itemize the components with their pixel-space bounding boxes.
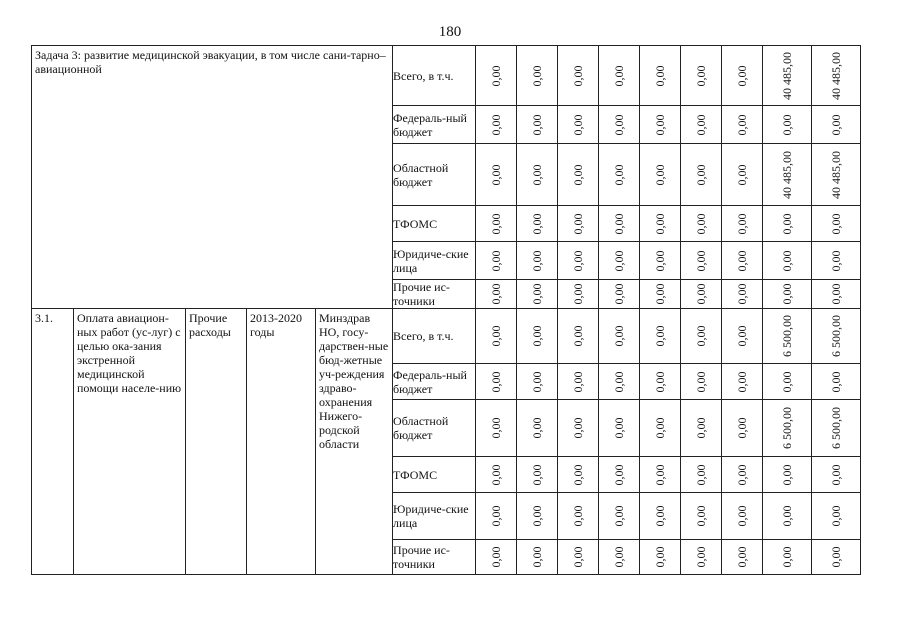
expense-type-cell (186, 309, 247, 575)
value-cell (681, 144, 722, 206)
value-cell (599, 206, 640, 242)
budget-table (31, 45, 861, 575)
value-text: 0,00 (571, 164, 586, 185)
value-cell (722, 206, 763, 242)
value-cell (640, 206, 681, 242)
value-text: 0,00 (694, 250, 709, 271)
value-cell (763, 206, 812, 242)
row-number-cell (32, 309, 74, 575)
value-cell (722, 106, 763, 144)
source-label: Прочие ис-точники (393, 540, 476, 575)
executor-cell (316, 309, 393, 575)
value-text: 0,00 (653, 65, 668, 86)
value-text: 0,00 (612, 114, 627, 135)
value-text: 0,00 (829, 283, 844, 305)
row31-total (32, 309, 861, 364)
value-cell (763, 46, 812, 106)
value-cell (599, 144, 640, 206)
value-text: 0,00 (489, 65, 504, 86)
value-cell (599, 46, 640, 106)
value-text: 0,00 (780, 283, 795, 305)
value-text: 0,00 (653, 250, 668, 271)
value-cell (640, 540, 681, 575)
value-cell (763, 493, 812, 540)
value-text: 6 500,00 (829, 315, 844, 357)
value-cell (558, 493, 599, 540)
value-text: 0,00 (571, 213, 586, 234)
value-text: 0,00 (489, 213, 504, 234)
value-cell (722, 144, 763, 206)
source-label: Областной бюджет (393, 400, 476, 457)
value-cell (517, 206, 558, 242)
value-text: 0,00 (489, 464, 504, 485)
task-title-cell (32, 46, 393, 309)
value-cell (476, 280, 517, 309)
value-text: 0,00 (829, 250, 844, 271)
value-cell (558, 106, 599, 144)
value-text: 0,00 (530, 325, 545, 347)
value-cell (476, 46, 517, 106)
value-text: 0,00 (694, 283, 709, 305)
value-cell (599, 400, 640, 457)
value-text: 0,00 (653, 371, 668, 392)
value-text: 0,00 (489, 114, 504, 135)
value-text: 0,00 (571, 546, 586, 568)
value-text: 0,00 (694, 464, 709, 485)
value-cell (517, 400, 558, 457)
value-cell (640, 106, 681, 144)
value-cell (599, 493, 640, 540)
value-cell (722, 493, 763, 540)
value-cell (476, 493, 517, 540)
value-cell (517, 144, 558, 206)
value-text: 0,00 (530, 283, 545, 305)
value-cell (681, 540, 722, 575)
value-cell (517, 242, 558, 280)
source-label: Федераль-ный бюджет (393, 364, 476, 400)
task-row-total (32, 46, 861, 106)
value-cell (558, 46, 599, 106)
executor: Минздрав НО, госу-дарствен-ные бюд-жетные уч-реждения здраво-охранения Нижего-родской области (319, 311, 389, 451)
value-text: 0,00 (653, 114, 668, 135)
value-cell (812, 206, 861, 242)
value-text: 0,00 (653, 325, 668, 347)
source-label: Федераль-ный бюджет (393, 106, 476, 144)
source-label: Юридиче-ские лица (393, 242, 476, 280)
value-text: 0,00 (612, 325, 627, 347)
value-text: 0,00 (489, 371, 504, 392)
value-cell (640, 364, 681, 400)
task-3-section (32, 46, 861, 309)
value-cell (722, 242, 763, 280)
value-cell (763, 144, 812, 206)
value-text: 0,00 (612, 213, 627, 234)
value-text: 0,00 (735, 283, 750, 305)
value-text: 0,00 (735, 213, 750, 234)
value-cell (722, 309, 763, 364)
value-text: 0,00 (653, 213, 668, 234)
value-text: 0,00 (571, 325, 586, 347)
value-text: 0,00 (735, 65, 750, 86)
value-text: 0,00 (612, 65, 627, 86)
value-text: 0,00 (612, 164, 627, 185)
value-cell (476, 106, 517, 144)
value-cell (599, 242, 640, 280)
value-text: 0,00 (694, 505, 709, 527)
value-text: 0,00 (780, 546, 795, 568)
value-text: 0,00 (780, 505, 795, 527)
value-text: 0,00 (571, 417, 586, 439)
value-text: 0,00 (829, 114, 844, 135)
value-text: 0,00 (530, 417, 545, 439)
value-text: 0,00 (735, 505, 750, 527)
value-cell (517, 540, 558, 575)
value-cell (681, 106, 722, 144)
value-text: 0,00 (735, 250, 750, 271)
value-text: 0,00 (780, 371, 795, 392)
activity-name-cell (74, 309, 186, 575)
source-label: Всего, в т.ч. (393, 46, 476, 106)
value-cell (476, 540, 517, 575)
value-cell (558, 364, 599, 400)
value-cell (812, 540, 861, 575)
value-cell (558, 400, 599, 457)
value-text: 0,00 (694, 417, 709, 439)
value-text: 0,00 (694, 114, 709, 135)
value-cell (517, 493, 558, 540)
value-cell (558, 280, 599, 309)
value-cell (812, 280, 861, 309)
value-text: 0,00 (694, 371, 709, 392)
value-cell (517, 280, 558, 309)
value-text: 0,00 (829, 371, 844, 392)
value-cell (722, 400, 763, 457)
value-cell (681, 457, 722, 493)
task-title: Задача 3: развитие медицинской эвакуации, в том числе сани-тарно–авиационной (35, 48, 386, 76)
value-cell (558, 206, 599, 242)
value-cell (640, 242, 681, 280)
value-cell (640, 280, 681, 309)
value-text: 6 500,00 (780, 407, 795, 449)
period: 2013-2020 годы (250, 311, 302, 339)
value-cell (681, 46, 722, 106)
value-text: 0,00 (653, 546, 668, 568)
value-text: 0,00 (780, 250, 795, 271)
value-text: 0,00 (612, 283, 627, 305)
value-text: 0,00 (530, 65, 545, 86)
source-label: ТФОМС (393, 206, 476, 242)
value-cell (640, 46, 681, 106)
value-cell (558, 457, 599, 493)
value-cell (517, 309, 558, 364)
value-cell (763, 540, 812, 575)
value-cell (763, 242, 812, 280)
value-text: 0,00 (694, 65, 709, 86)
value-text: 40 485,00 (780, 150, 795, 199)
value-text: 40 485,00 (829, 150, 844, 199)
value-text: 0,00 (571, 464, 586, 485)
value-text: 0,00 (653, 464, 668, 485)
value-cell (763, 457, 812, 493)
value-cell (763, 106, 812, 144)
value-cell (599, 309, 640, 364)
value-cell (812, 457, 861, 493)
value-cell (640, 400, 681, 457)
value-cell (558, 242, 599, 280)
value-text: 0,00 (694, 213, 709, 234)
value-cell (681, 242, 722, 280)
value-cell (763, 400, 812, 457)
value-text: 0,00 (530, 250, 545, 271)
value-cell (640, 144, 681, 206)
value-text: 0,00 (530, 464, 545, 485)
value-cell (517, 457, 558, 493)
value-text: 0,00 (735, 371, 750, 392)
value-cell (476, 206, 517, 242)
value-cell (681, 280, 722, 309)
value-text: 0,00 (571, 114, 586, 135)
value-text: 0,00 (735, 546, 750, 568)
value-text: 0,00 (612, 464, 627, 485)
value-cell (476, 309, 517, 364)
value-text: 0,00 (653, 283, 668, 305)
value-text: 0,00 (571, 371, 586, 392)
value-text: 0,00 (571, 283, 586, 305)
value-text: 0,00 (530, 114, 545, 135)
value-text: 6 500,00 (780, 315, 795, 357)
value-text: 0,00 (735, 164, 750, 185)
value-text: 0,00 (530, 546, 545, 568)
value-text: 0,00 (735, 325, 750, 347)
value-text: 0,00 (571, 250, 586, 271)
value-cell (599, 457, 640, 493)
value-cell (476, 457, 517, 493)
value-text: 0,00 (489, 250, 504, 271)
period-cell (247, 309, 316, 575)
value-cell (722, 280, 763, 309)
value-cell (812, 364, 861, 400)
activity-name: Оплата авиацион-ных работ (ус-луг) с целью ока-зания экстренной медицинской помощи населе-нию (77, 311, 182, 395)
value-cell (681, 493, 722, 540)
value-text: 0,00 (612, 417, 627, 439)
value-cell (812, 309, 861, 364)
value-text: 0,00 (612, 250, 627, 271)
value-text: 0,00 (829, 505, 844, 527)
value-text: 0,00 (780, 114, 795, 135)
row-number: 3.1. (35, 311, 53, 325)
value-cell (476, 242, 517, 280)
value-text: 0,00 (612, 371, 627, 392)
value-text: 40 485,00 (829, 51, 844, 100)
value-cell (599, 106, 640, 144)
value-cell (476, 400, 517, 457)
value-text: 0,00 (489, 283, 504, 305)
value-text: 0,00 (735, 417, 750, 439)
value-cell (722, 540, 763, 575)
value-text: 0,00 (735, 464, 750, 485)
value-cell (476, 364, 517, 400)
value-text: 40 485,00 (780, 51, 795, 100)
value-cell (599, 364, 640, 400)
value-text: 0,00 (653, 164, 668, 185)
value-cell (476, 144, 517, 206)
source-label: Областной бюджет (393, 144, 476, 206)
value-cell (722, 457, 763, 493)
value-cell (517, 106, 558, 144)
value-text: 0,00 (829, 546, 844, 568)
value-text: 0,00 (653, 417, 668, 439)
value-cell (812, 144, 861, 206)
value-cell (722, 46, 763, 106)
value-cell (517, 46, 558, 106)
value-text: 0,00 (612, 546, 627, 568)
value-cell (681, 206, 722, 242)
value-text: 0,00 (489, 164, 504, 185)
value-text: 0,00 (489, 417, 504, 439)
value-cell (681, 400, 722, 457)
value-text: 0,00 (571, 505, 586, 527)
value-cell (812, 493, 861, 540)
value-cell (812, 400, 861, 457)
value-cell (722, 364, 763, 400)
value-cell (681, 309, 722, 364)
value-cell (558, 144, 599, 206)
value-cell (763, 364, 812, 400)
value-text: 0,00 (571, 65, 586, 86)
value-cell (599, 540, 640, 575)
value-text: 0,00 (829, 213, 844, 234)
value-cell (517, 364, 558, 400)
value-text: 0,00 (489, 505, 504, 527)
source-label: Юридиче-ские лица (393, 493, 476, 540)
value-text: 0,00 (612, 505, 627, 527)
value-cell (812, 106, 861, 144)
value-text: 0,00 (530, 164, 545, 185)
source-label: ТФОМС (393, 457, 476, 493)
page-number: 180 (438, 24, 462, 40)
value-text: 0,00 (694, 164, 709, 185)
value-cell (812, 242, 861, 280)
value-cell (640, 493, 681, 540)
value-text: 0,00 (735, 114, 750, 135)
source-label: Всего, в т.ч. (393, 309, 476, 364)
value-cell (599, 280, 640, 309)
value-text: 0,00 (489, 325, 504, 347)
expense-type: Прочие расходы (189, 311, 231, 339)
value-cell (640, 309, 681, 364)
value-text: 0,00 (780, 464, 795, 485)
value-cell (763, 280, 812, 309)
value-cell (558, 309, 599, 364)
value-cell (640, 457, 681, 493)
value-text: 0,00 (530, 505, 545, 527)
row-3-1-section (32, 309, 861, 575)
value-cell (681, 364, 722, 400)
value-text: 0,00 (694, 325, 709, 347)
value-text: 0,00 (653, 505, 668, 527)
value-cell (812, 46, 861, 106)
source-label: Прочие ис-точники (393, 280, 476, 309)
value-text: 0,00 (489, 546, 504, 568)
value-text: 0,00 (829, 464, 844, 485)
value-text: 0,00 (694, 546, 709, 568)
value-text: 6 500,00 (829, 407, 844, 449)
value-cell (558, 540, 599, 575)
value-text: 0,00 (530, 213, 545, 234)
value-text: 0,00 (780, 213, 795, 234)
value-text: 0,00 (530, 371, 545, 392)
value-cell (763, 309, 812, 364)
